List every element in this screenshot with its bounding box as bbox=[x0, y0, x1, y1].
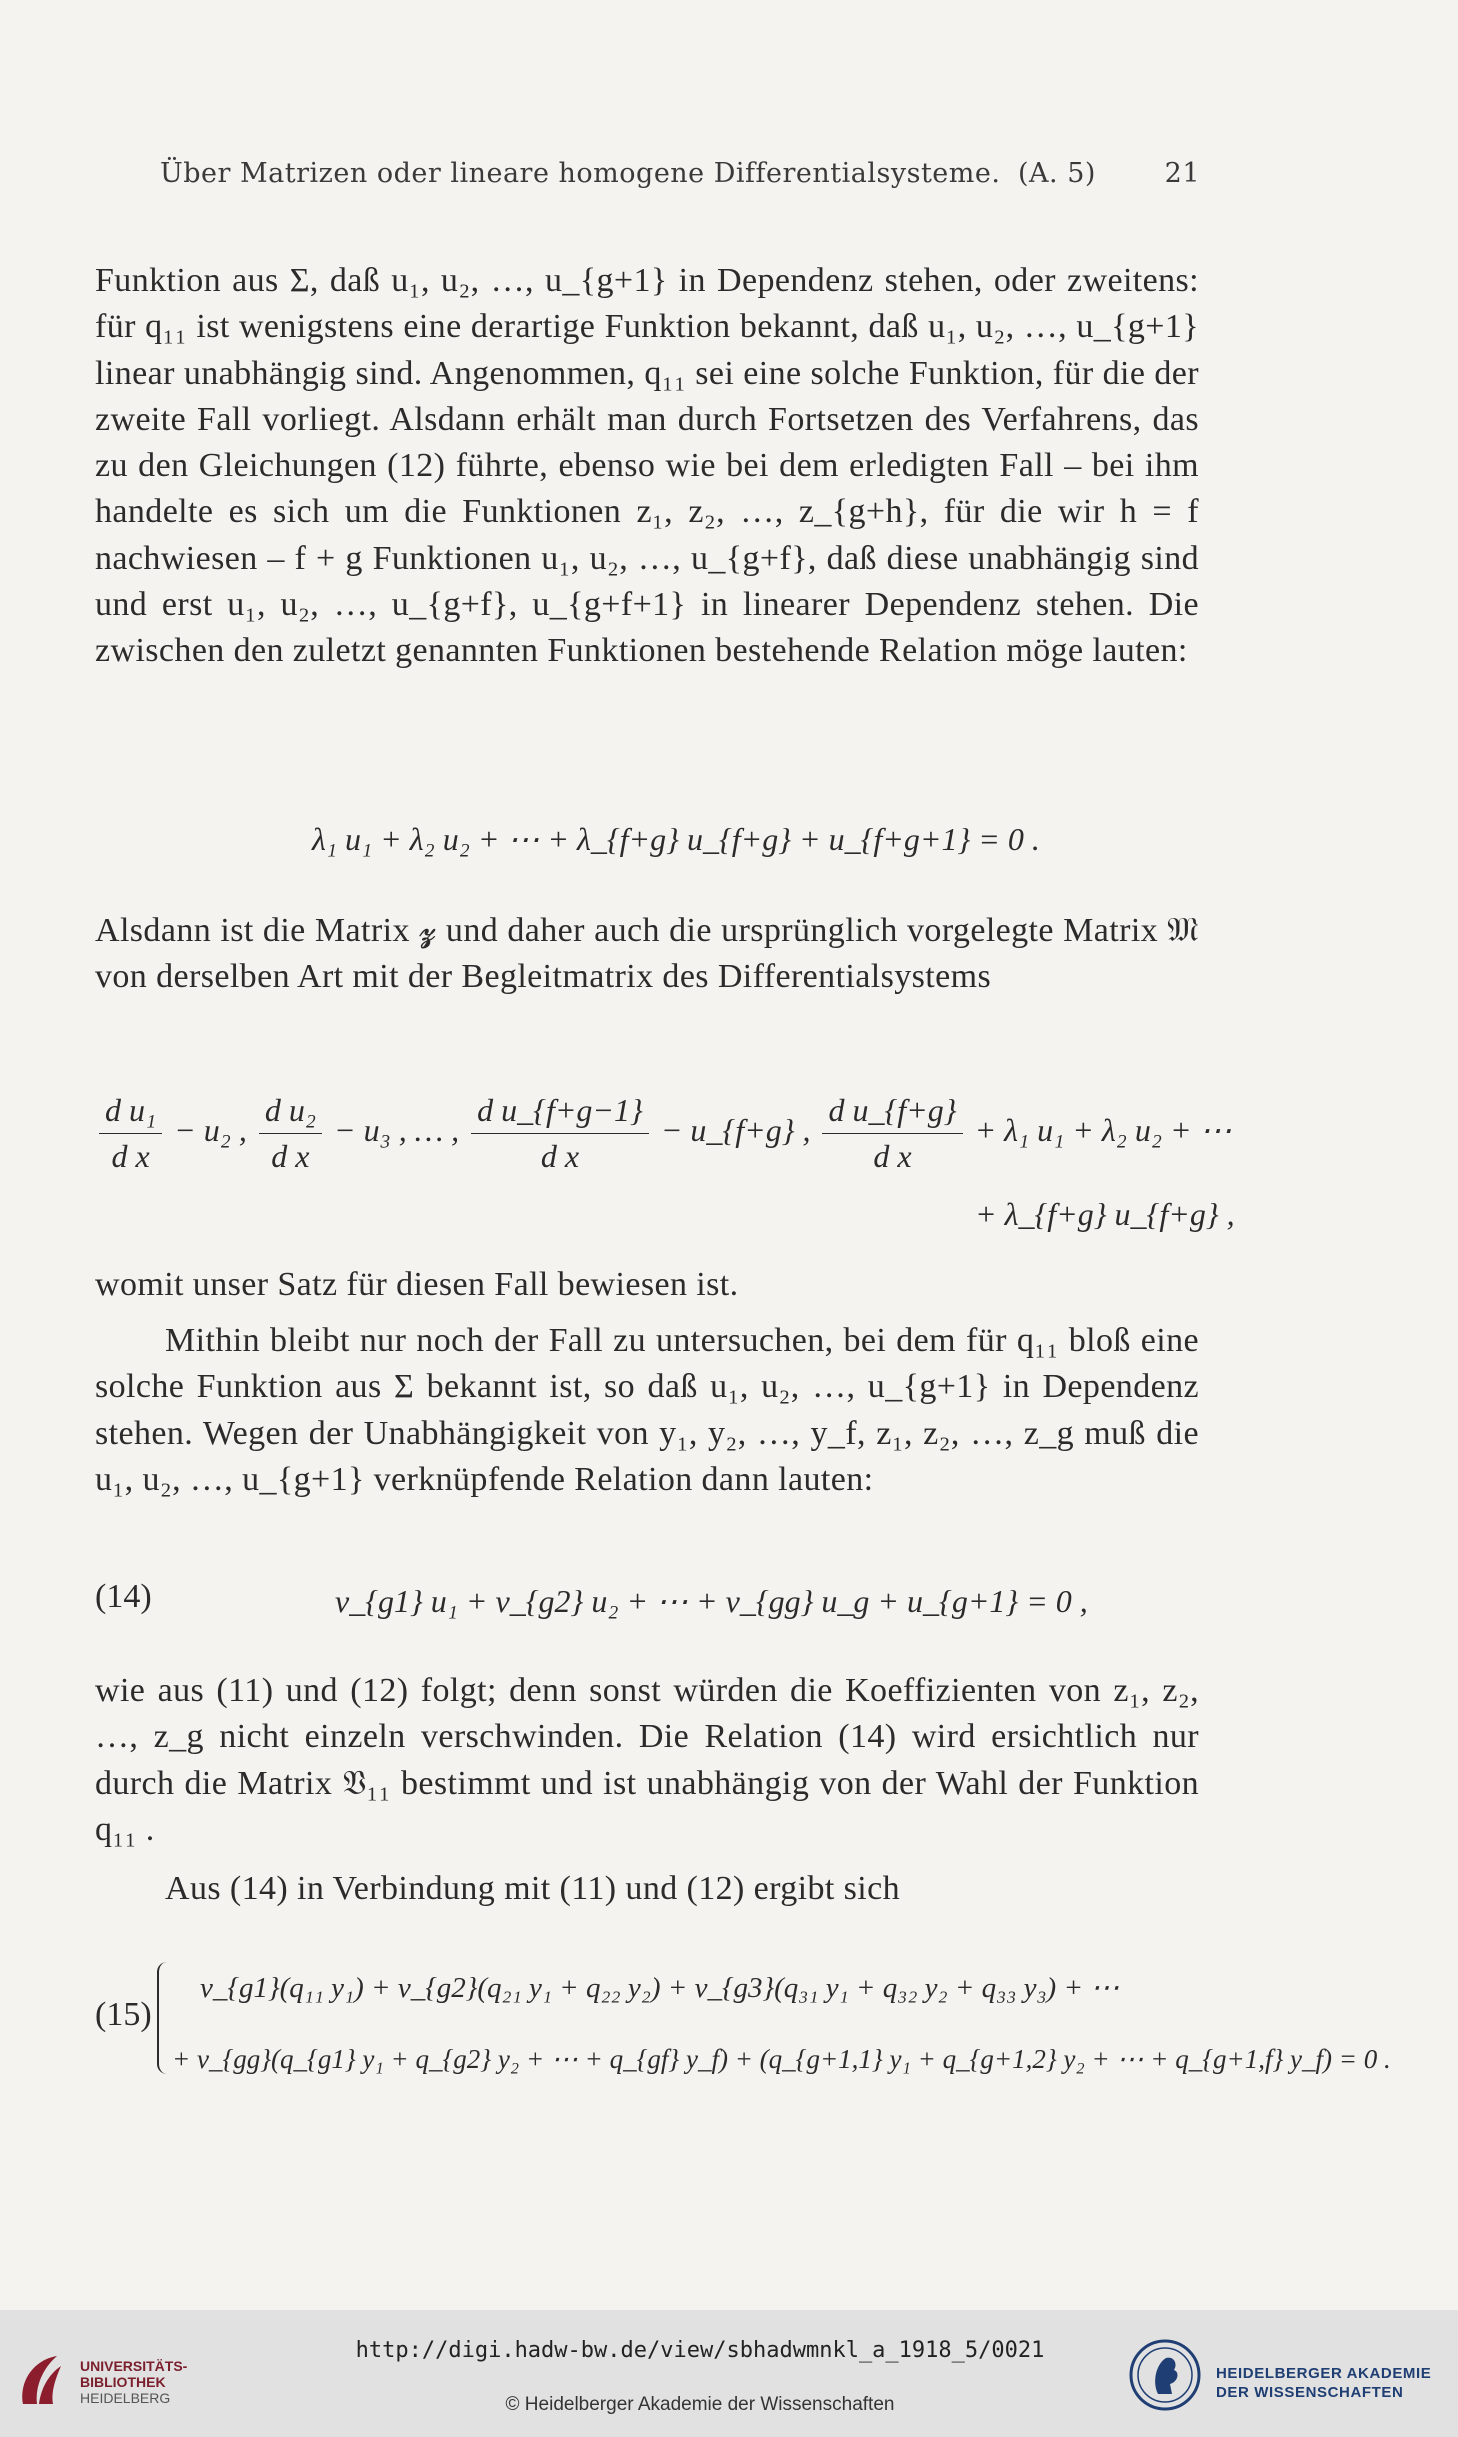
formula-14: v_{g1} u₁ + v_{g2} u₂ + ⋯ + v_{gg} u_g + u_{g+1} = 0 , bbox=[335, 1583, 1088, 1619]
formula-relation: λ₁ u₁ + λ₂ u₂ + ⋯ + λ_{f+g} u_{f+g} + u_{f+g+1} = 0 . bbox=[312, 821, 1040, 857]
fraction-term-3: $\frac{\text{d u\_\{f+g−1\}}}{\text{d x}}$ bbox=[471, 1092, 649, 1175]
fraction-term-4: $\frac{\text{d u\_\{f+g\}}}{\text{d x}}$ bbox=[822, 1092, 962, 1175]
paragraph-5: wie aus (11) und (12) folgt; denn sonst würden die Koeffizienten von z₁, z₂, …, z_g nicht einzeln verschwinden. Die Relation (14) wird ersichtlich nur durch die Matrix 𝔙₁₁ bestimmt und ist unabhängig von der Wahl der Funktion q₁₁ . bbox=[95, 1672, 1199, 1848]
term-2-rest: − u₃ , … , bbox=[333, 1111, 460, 1148]
formula-15-line-2: + v_{gg}(q_{g1} y₁ + q_{g2} y₂ + ⋯ + q_{gf} y_f) + (q_{g+1,1} y₁ + q_{g+1,2} y₂ + ⋯ + q_{g+1,f} y_f) = 0 . bbox=[172, 2044, 1391, 2074]
term-3-rest: − u_{f+g} , bbox=[660, 1111, 811, 1148]
paragraph-4: Mithin bleibt nur noch der Fall zu untersuchen, bei dem für q₁₁ bloß eine solche Funktion aus Σ bekannt ist, so daß u₁, u₂, …, u_{g+1} in Dependenz stehen. Wegen der Unabhängigkeit von y₁, y₂, …, y_f, z₁, z₂, …, z_g muß die u₁, u₂, …, u_{g+1} verknüpfende Relation dann lauten: bbox=[95, 1322, 1199, 1498]
term-1-rest: − u₂ , bbox=[174, 1111, 247, 1148]
page-number: 21 bbox=[1164, 158, 1200, 189]
formula-differential-system bbox=[95, 1092, 1232, 1175]
academy-seal-icon bbox=[1128, 2338, 1202, 2412]
paragraph-1: Funktion aus Σ, daß u₁, u₂, …, u_{g+1} in Dependenz stehen, oder zweitens: für q₁₁ ist wenigstens eine derartige Funktion bekannt, daß u₁, u₂, …, u_{g+1} linear unabhängig sind. Angenommen, q₁₁ sei eine solche Funktion, für die der zweite Fall vorliegt. Alsdann erhält man durch Fortsetzen des Verfahrens, das zu den Gleichungen (12) führte, ebenso wie bei dem erledigten Fall – bei ihm handelte es sich um die Funktionen z₁, z₂, …, z_{g+h}, für die wir h = f nachwiesen – f + g Funktionen u₁, u₂, …, u_{g+f}, daß diese unabhängig sind und erst u₁, u₂, …, u_{g+f}, u_{g+f+1} in linearer Dependenz stehen. Die zwischen den zuletzt genannten Funktionen bestehende Relation möge lauten: bbox=[95, 262, 1199, 670]
equation-number-15: (15) bbox=[95, 1996, 152, 2033]
university-library-logo-icon bbox=[15, 2352, 65, 2407]
equation-15-brace bbox=[157, 1962, 171, 2074]
permalink-url[interactable]: http://digi.hadw-bw.de/view/sbhadwmnkl_a_1918_5/0021 bbox=[355, 2338, 1045, 2363]
academy-name: HEIDELBERGER AKADEMIE DER WISSENSCHAFTEN bbox=[1216, 2365, 1432, 2401]
formula-15-line-1: v_{g1}(q₁₁ y₁) + v_{g2}(q₂₁ y₁ + q₂₂ y₂) + v_{g3}(q₃₁ y₁ + q₃₂ y₂ + q₃₃ y₃) + ⋯ bbox=[200, 1972, 1120, 2004]
copyright-notice: © Heidelberger Akademie der Wissenschaften bbox=[505, 2394, 895, 2415]
running-head-reference: (A. 5) bbox=[1018, 158, 1096, 189]
paragraph-2: Alsdann ist die Matrix 𝔃 und daher auch die ursprünglich vorgelegte Matrix 𝔐 von derselben Art mit der Begleitmatrix des Differentialsystems bbox=[95, 912, 1199, 996]
fraction-term-1: $\frac{\text{d u₁}}{\text{d x}}$ bbox=[99, 1092, 162, 1175]
fraction-term-2: $\frac{\text{d u₂}}{\text{d x}}$ bbox=[259, 1092, 322, 1175]
formula-differential-system-line-2: + λ_{f+g} u_{f+g} , bbox=[975, 1196, 1235, 1232]
university-library-name: UNIVERSITÄTS- BIBLIOTHEK HEIDELBERG bbox=[80, 2358, 188, 2406]
paragraph-3: womit unser Satz für diesen Fall bewiesen ist. bbox=[95, 1266, 739, 1303]
running-head-title: Über Matrizen oder lineare homogene Differentialsysteme. bbox=[160, 158, 1001, 189]
paragraph-6: Aus (14) in Verbindung mit (11) und (12) ergibt sich bbox=[165, 1870, 901, 1907]
viewer-footer bbox=[0, 2310, 1458, 2437]
equation-number-14: (14) bbox=[95, 1578, 152, 1615]
term-4-rest: + λ₁ u₁ + λ₂ u₂ + ⋯ bbox=[974, 1111, 1232, 1148]
